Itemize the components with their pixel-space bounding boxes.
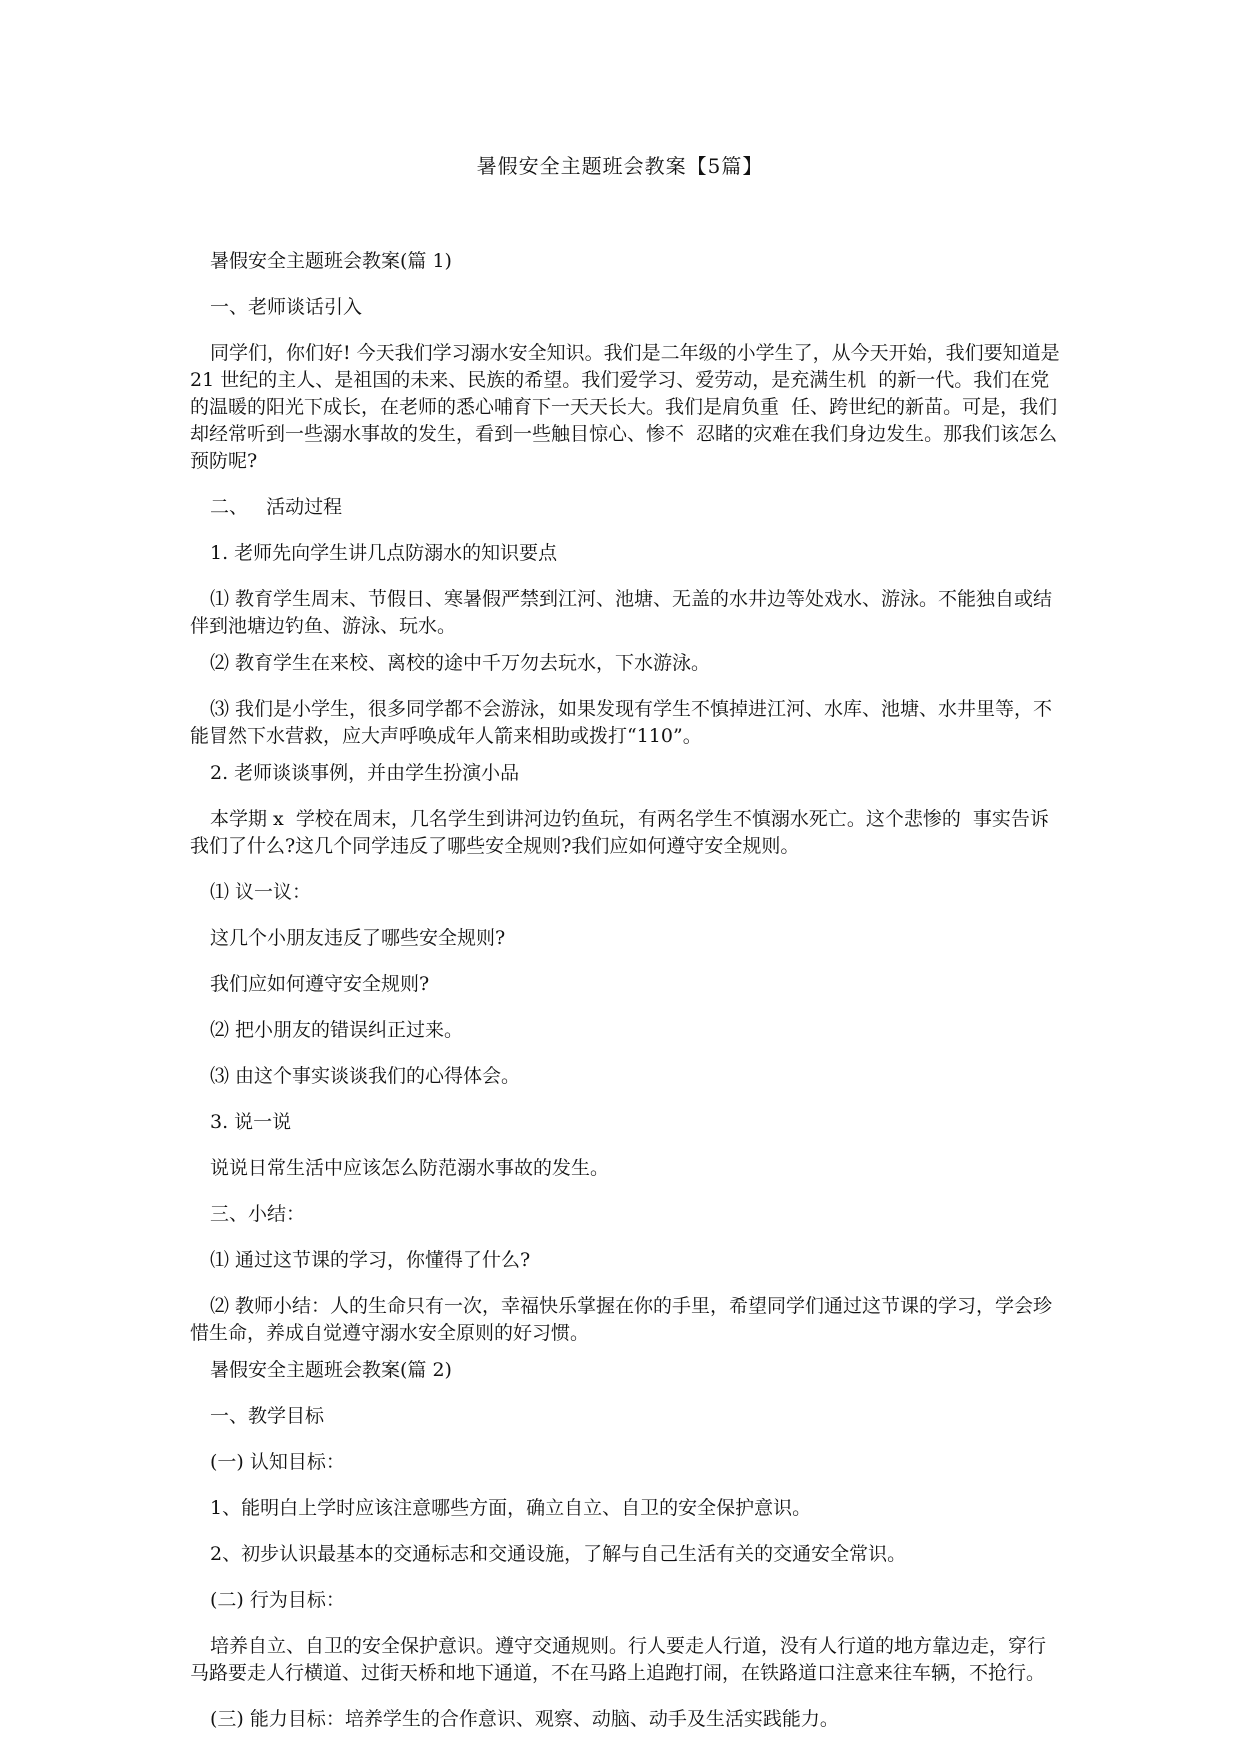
heading-teacher-intro: 一、老师谈话引入 [210, 296, 363, 318]
summary-item-1: ⑴ 通过这节课的学习，你懂得了什么? [210, 1249, 531, 1271]
list-subitem-experience: ⑶ 由这个事实谈谈我们的心得体会。 [210, 1065, 521, 1087]
paragraph-say: 说说日常生活中应该怎么防范溺水事故的发生。 [210, 1157, 610, 1179]
list-item-2: 2. 老师谈谈事例，并由学生扮演小品 [210, 762, 520, 784]
section-heading-lesson-1: 暑假安全主题班会教案(篇 1) [210, 250, 452, 272]
list-item-1: 1. 老师先向学生讲几点防溺水的知识要点 [210, 542, 558, 564]
list-subitem-3: ⑶ 我们是小学生，很多同学都不会游泳，如果发现有学生不慎掉进江河、水库、池塘、水井里等，不能冒然下水营救，应大声呼唤成年人箭来相助或拨打“110”。 [190, 698, 1053, 747]
heading-summary: 三、小结： [210, 1203, 306, 1225]
heading-cognitive-goals: (一) 认知目标： [210, 1451, 345, 1473]
document-title: 暑假安全主题班会教案【5篇】 [476, 154, 764, 178]
heading-activity-process: 二、 活动过程 [210, 496, 343, 518]
section-heading-lesson-2: 暑假安全主题班会教案(篇 2) [210, 1359, 452, 1381]
summary-item-2: ⑵ 教师小结：人的生命只有一次，幸福快乐掌握在你的手里，希望同学们通过这节课的学习，学会珍惜生命，养成自觉遵守溺水安全原则的好习惯。 [190, 1295, 1053, 1344]
list-subitem-correct: ⑵ 把小朋友的错误纠正过来。 [210, 1019, 464, 1041]
list-subitem-discuss: ⑴ 议一议： [210, 881, 312, 903]
heading-ability-goals: (三) 能力目标：培养学生的合作意识、观察、动脑、动手及生活实践能力。 [210, 1708, 839, 1730]
paragraph-behavior: 培养自立、自卫的安全保护意识。遵守交通规则。行人要走人行道，没有人行道的地方靠边走，穿行马路要走人行横道、过街天桥和地下通道，不在马路上追跑打闹，在铁路道口注意来往车辆，不抢行。 [190, 1635, 1047, 1684]
list-subitem-1: ⑴ 教育学生周末、节假日、寒暑假严禁到江河、池塘、无盖的水井边等处戏水、游泳。不能独自或结伴到池塘边钓鱼、游泳、玩水。 [190, 588, 1053, 637]
question-2: 我们应如何遵守安全规则? [210, 973, 430, 995]
list-subitem-2: ⑵ 教育学生在来校、离校的途中千万勿去玩水，下水游泳。 [210, 652, 711, 674]
paragraph-example: 本学期 x 学校在周末，几名学生到讲河边钓鱼玩，有两名学生不慎溺水死亡。这个悲惨的 事实告诉我们了什么?这几个同学违反了哪些安全规则?我们应如何遵守安全规则。 [190, 808, 1049, 857]
list-item-3: 3. 说一说 [210, 1111, 292, 1133]
question-1: 这几个小朋友违反了哪些安全规则? [210, 927, 506, 949]
document-body [190, 248, 1066, 1752]
heading-teaching-goals: 一、教学目标 [210, 1405, 325, 1427]
paragraph-intro: 同学们，你们好! 今天我们学习溺水安全知识。我们是二年级的小学生了，从今天开始，我们要知道是 21 世纪的主人、是祖国的未来、民族的希望。我们爱学习、爱劳动，是充满生机 的新一代。我们在党的温暖的阳光下成长，在老师的悉心哺育下一天天长大。我们是肩负重 任、跨世纪的新苗。可是，我们却经常听到一些溺水事故的发生，看到一些触目惊心、惨不 忍睹的灾难在我们身边发生。那我们该怎么预防呢? [190, 342, 1066, 472]
goal-item-1: 1、能明白上学时应该注意哪些方面，确立自立、自卫的安全保护意识。 [210, 1497, 812, 1519]
heading-behavior-goals: (二) 行为目标： [210, 1589, 345, 1611]
goal-item-2: 2、初步认识最基本的交通标志和交通设施，了解与自己生活有关的交通安全常识。 [210, 1543, 907, 1565]
